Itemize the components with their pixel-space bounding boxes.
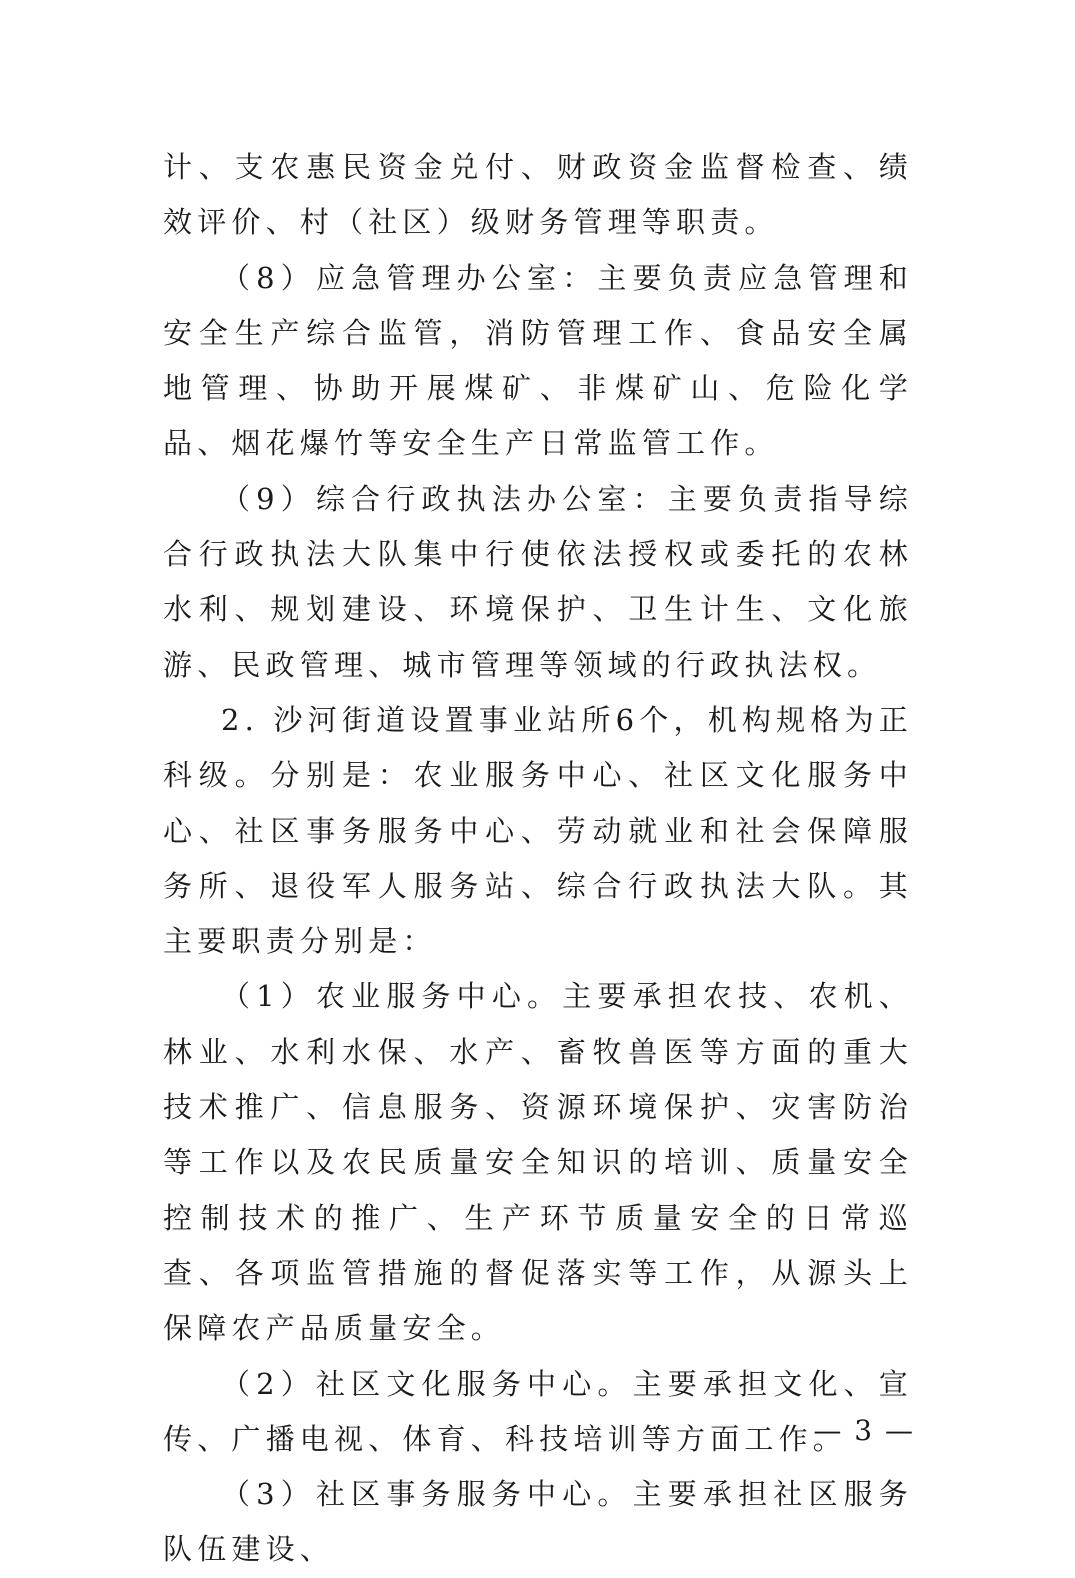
paragraph-law-enforcement-office: （9）综合行政执法办公室：主要负责指导综合行政执法大队集中行使依法授权或委托的农林水利、规划建设、环境保护、卫生计生、文化旅游、民政管理、城市管理等领域的行政执法权。	[163, 481, 913, 682]
paragraph-culture-center: （2）社区文化服务中心。主要承担文化、宣传、广播电视、体育、科技培训等方面工作。	[163, 1366, 913, 1456]
document-body	[163, 140, 913, 1578]
paragraph-institutions-overview: 2. 沙河街道设置事业站所6个，机构规格为正科级。分别是：农业服务中心、社区文化服务中心、社区事务服务中心、劳动就业和社会保障服务所、退役军人服务站、综合行政执法大队。其主要职责分别是：	[163, 702, 913, 959]
paragraph-continuation: 计、支农惠民资金兑付、财政资金监督检查、绩效评价、村（社区）级财务管理等职责。	[163, 150, 913, 240]
paragraph-emergency-office: （8）应急管理办公室：主要负责应急管理和安全生产综合监管，消防管理工作、食品安全属地管理、协助开展煤矿、非煤矿山、危险化学品、烟花爆竹等安全生产日常监管工作。	[163, 260, 913, 461]
page-number: — 3 —	[813, 1414, 915, 1447]
paragraph-agriculture-center: （1）农业服务中心。主要承担农技、农机、林业、水利水保、水产、畜牧兽医等方面的重大技术推广、信息服务、资源环境保护、灾害防治等工作以及农民质量安全知识的培训、质量安全控制技术的推广、生产环节质量安全的日常巡查、各项监管措施的督促落实等工作，从源头上保障农产品质量安全。	[163, 979, 913, 1346]
paragraph-community-affairs-center: （3）社区事务服务中心。主要承担社区服务队伍建设、	[163, 1477, 913, 1567]
